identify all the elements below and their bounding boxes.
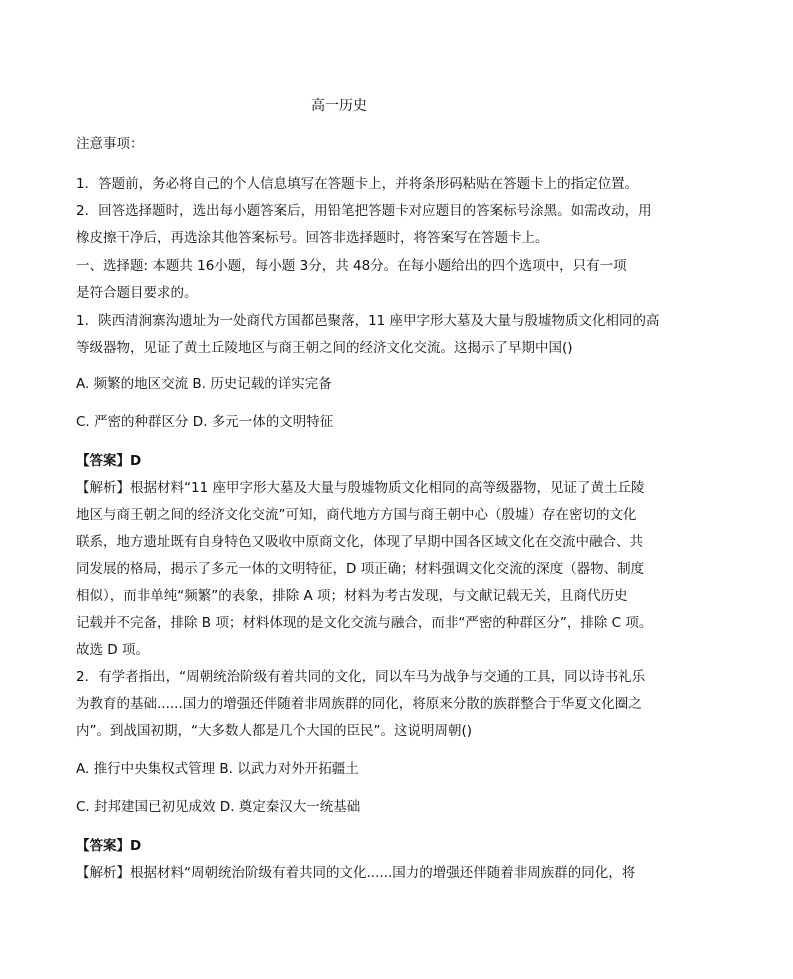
- section-heading-cont: 是符合题目要求的。: [76, 285, 198, 301]
- question-2-options-cd: C. 封邦建国已初见成效 D. 奠定秦汉大一统基础: [76, 799, 361, 815]
- question-1-analysis: 故选 D 项。: [76, 642, 149, 658]
- question-2-stem: 内”。到战国初期，“大多数人都是几个大国的臣民”。这说明周朝(): [76, 723, 473, 739]
- question-1-stem: 等级器物，见证了黄土丘陵地区与商王朝之间的经济文化交流。这揭示了早期中国(): [76, 340, 573, 356]
- notice-item: 1．答题前，务必将自己的个人信息填写在答题卡上，并将条形码粘贴在答题卡上的指定位置。: [76, 176, 639, 192]
- question-2-analysis: 【解析】根据材料“周朝统治阶级有着共同的文化......国力的增强还伴随着非周族群的同化，将: [76, 865, 636, 881]
- question-1-analysis: 记载并不完备，排除 B 项；材料体现的是文化交流与融合，而非“严密的种群区分”，排除 C 项。: [76, 615, 653, 631]
- question-1-analysis: 相似），而非单纯“频繁”的表象，排除 A 项；材料为考古发现，与文献记载无关，且商代历史: [76, 588, 628, 604]
- question-2-stem: 为教育的基础......国力的增强还伴随着非周族群的同化，将原来分散的族群整合于华夏文化圈之: [76, 696, 642, 712]
- notice-item: 橡皮擦干净后，再选涂其他答案标号。回答非选择题时，将答案写在答题卡上。: [76, 230, 549, 246]
- question-1-analysis: 联系，地方遗址既有自身特色又吸收中原商文化，体现了早期中国各区域文化在交流中融合、共: [76, 534, 643, 550]
- question-1-stem: 1．陕西清涧寨沟遗址为一处商代方国都邑聚落，11 座甲字形大墓及大量与殷墟物质文化相同的高: [76, 313, 660, 329]
- question-2-options-ab: A. 推行中央集权式管理 B. 以武力对外开拓疆土: [76, 761, 359, 777]
- question-1-options-cd: C. 严密的种群区分 D. 多元一体的文明特征: [76, 414, 334, 430]
- notice-item: 2．回答选择题时，选出每小题答案后，用铅笔把答题卡对应题目的答案标号涂黑。如需改动，用: [76, 203, 652, 219]
- notice-heading: 注意事项：: [76, 136, 144, 152]
- question-1-options-ab: A. 频繁的地区交流 B. 历史记载的详实完备: [76, 376, 332, 392]
- question-1-answer: 【答案】D: [76, 453, 142, 469]
- page-title: 高一历史: [311, 98, 367, 114]
- question-1-analysis: 同发展的格局，揭示了多元一体的文明特征，D 项正确；材料强调文化交流的深度（器物、制度: [76, 561, 645, 577]
- section-heading: 一、选择题: 本题共 16小题，每小题 3分，共 48分。在每小题给出的四个选项中，只有一项: [76, 258, 627, 274]
- question-2-answer: 【答案】D: [76, 838, 142, 854]
- question-1-analysis: 【解析】根据材料“11 座甲字形大墓及大量与殷墟物质文化相同的高等级器物，见证了黄土丘陵: [76, 480, 645, 496]
- question-2-stem: 2．有学者指出，“周朝统治阶级有着共同的文化，同以车马为战争与交通的工具，同以诗书礼乐: [76, 669, 646, 685]
- question-1-analysis: 地区与商王朝之间的经济文化交流”可知，商代地方方国与商王朝中心（殷墟）存在密切的文化: [76, 507, 637, 523]
